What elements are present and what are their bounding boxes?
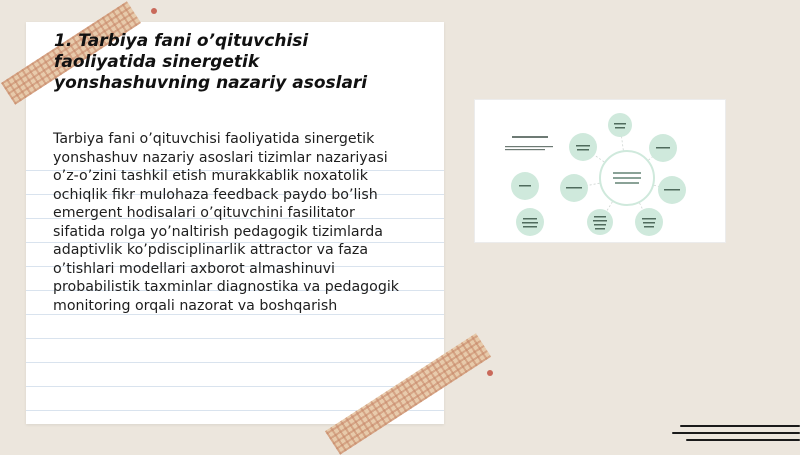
divider-line <box>680 425 800 427</box>
divider-line <box>672 432 800 434</box>
slide-title: 1. Tarbiya fani o’qituvchisi faoliyatida sinergetik yonshashuvning nazariy asoslari <box>54 31 368 93</box>
concept-map-diagram <box>475 100 725 242</box>
diagram-node <box>569 133 597 161</box>
pin-icon <box>151 8 157 14</box>
pin-icon <box>487 370 493 376</box>
divider-line <box>686 439 800 441</box>
diagram-node <box>608 113 632 137</box>
diagram-node <box>587 209 613 235</box>
diagram-image <box>474 99 726 243</box>
decorative-lines <box>672 422 800 444</box>
slide-body: Tarbiya fani o’qituvchisi faoliyatida sinergetik yonshashuv nazariy asoslari tizimlar nazariyasi o’z-o’zini tashkil etish murakkablik noxatolik ochiqlik fikr mulohaza feedback paydo bo’lish emergent hodisalari o’qituvchini fasilitator sifatida rolga yo’naltirish pedagogik tizimlarda adaptivlik ko’pdisciplinarlik attractor va faza o’tishlari modellari axborot almashinuvi probabilistik taxminlar diagnostika va pedagogik monitoring orqali nazorat va boshqarish <box>53 131 400 314</box>
